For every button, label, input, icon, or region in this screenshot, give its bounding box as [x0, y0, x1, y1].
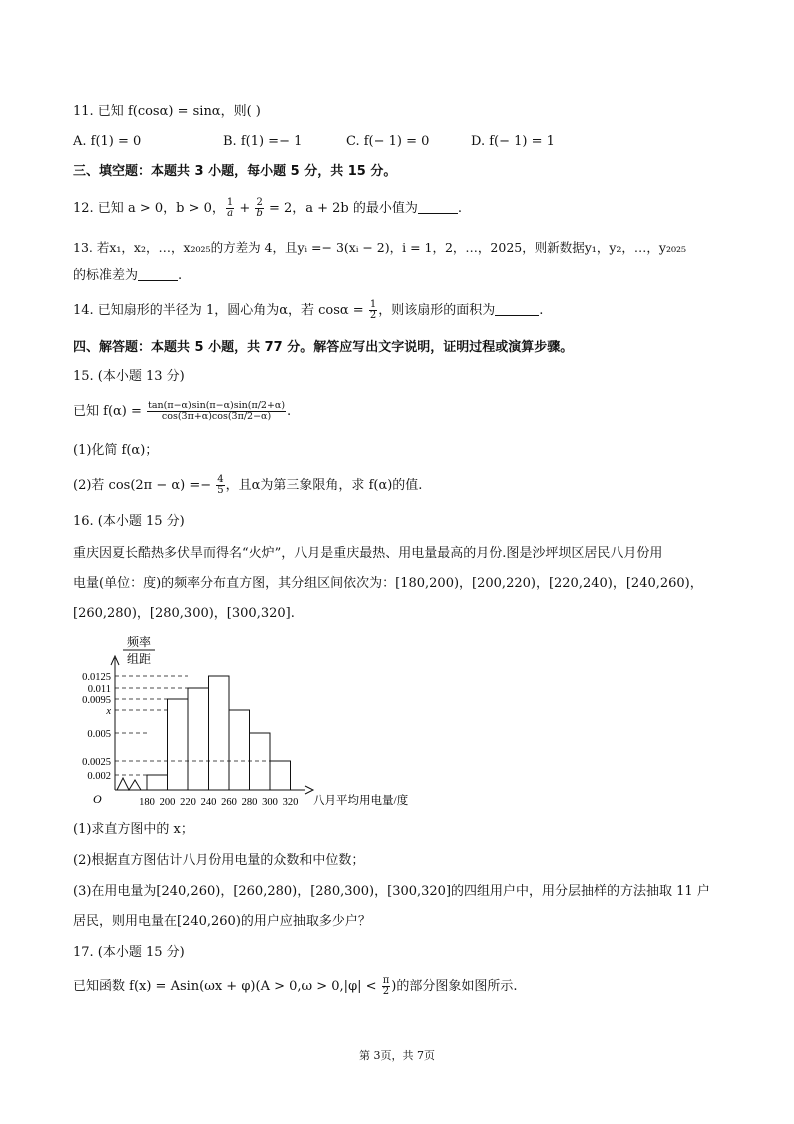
q16-part-1: (1)求直方图中的 x； [73, 822, 194, 837]
q12-end: . [457, 201, 463, 216]
x-tick-label: 200 [159, 797, 176, 808]
histogram-x-ticks [139, 797, 298, 808]
q15-part-1: (1)化简 f(α)； [73, 443, 159, 458]
q14-end: . [539, 303, 544, 318]
q17-text [73, 974, 518, 1000]
q12-suffix: = 2，a + 2b 的最小值为 [264, 201, 418, 216]
x-tick-label: 300 [262, 797, 278, 808]
section-4-heading: 四、解答题：本题共 5 小题，共 77 分。解答应写出文字说明，证明过程或演算步骤。 [73, 340, 574, 355]
q12-plus: + [235, 201, 255, 216]
q16-part-2: (2)根据直方图估计八月份用电量的众数和中位数； [73, 853, 365, 868]
q13-line-2 [73, 268, 182, 284]
q14-answer-blank[interactable] [495, 303, 539, 316]
q15-definition [73, 394, 291, 430]
q15-part-2-prefix: (2)若 cos(2π − α) =− [73, 478, 216, 493]
q15-def-prefix: 已知 f(α) = [73, 404, 147, 419]
q12-prefix: 12. 已知 a > 0，b > 0， [73, 201, 225, 216]
y-tick-label: 0.005 [87, 729, 111, 740]
q15-def-fraction: $\frac{\tan(\pi-\alpha)\sin(\pi-\alpha)\sin(\pi/2+\alpha)}{\cos(3\pi+\alpha)\cos(3\pi/2-\alpha)}$ [148, 400, 286, 422]
x-tick-label: 240 [200, 797, 217, 808]
y-tick-label: x [106, 706, 111, 717]
q13-text: 的标准差为 [73, 268, 139, 283]
histogram-bar [188, 688, 209, 790]
q12-fraction-2: $\frac{2}{b}$ [256, 197, 263, 219]
x-tick-label: 260 [221, 797, 237, 808]
x-tick-label: 320 [282, 797, 299, 808]
histogram-y-ticks [82, 672, 111, 782]
q16-header: 16. (本小题 15 分) [73, 514, 185, 529]
q17-text-prefix: 已知函数 f(x) = Asin(ωx + φ)(A > 0,ω > 0,|φ| < [73, 979, 381, 994]
y-tick-label: 0.002 [87, 771, 111, 782]
section-3-heading: 三、填空题：本题共 3 小题，每小题 5 分，共 15 分。 [73, 164, 397, 179]
q16-text-2: 电量(单位：度)的频率分布直方图，其分组区间依次为：[180,200)，[200,220)，[220,240)，[240,260)， [73, 576, 703, 591]
q15-part-2 [73, 474, 422, 498]
histogram-xlabel: 八月平均用电量/度 [313, 795, 409, 807]
q11-option-a: A. f(1) = 0 [73, 134, 142, 149]
histogram-bar [250, 733, 271, 790]
q11-option-c: C. f(− 1) = 0 [346, 134, 430, 149]
q17-text-suffix: )的部分图象如图所示. [391, 979, 518, 994]
y-tick-label: 0.0095 [82, 695, 111, 706]
histogram-origin-label: O [93, 792, 102, 806]
histogram-bar [229, 710, 250, 790]
y-tick-label: 0.0125 [82, 672, 111, 683]
q16-part-3-line-2: 居民，则用电量在[240,260)的用户应抽取多少户？ [73, 914, 371, 929]
axis-break-mark [117, 778, 141, 790]
q15-part-2-suffix: ，且α为第三象限角，求 f(α)的值. [225, 478, 423, 493]
q15-part-2-fraction: $\frac{4}{5}$ [217, 474, 224, 496]
q13-line-1: 13. 若x₁，x₂，…，x₂₀₂₅的方差为 4，且yᵢ =− 3(xᵢ − 2)，i = 1，2，…，2025，则新数据y₁，y₂，…，y₂₀₂₅ [73, 240, 686, 255]
histogram-bars [147, 676, 291, 790]
q12-answer-blank[interactable] [418, 201, 458, 214]
q11-stem: 11. 已知 f(cosα) = sinα，则( ) [73, 104, 261, 119]
q17-fraction: $\frac{\pi}{2}$ [382, 975, 390, 997]
q13-end: . [178, 268, 183, 283]
y-tick-label: 0.0025 [82, 757, 111, 768]
q14-prefix: 14. 已知扇形的半径为 1，圆心角为α，若 cosα = [73, 303, 368, 318]
histogram-guide-lines [115, 676, 291, 775]
histogram-bar [270, 761, 291, 790]
x-tick-label: 280 [241, 797, 258, 808]
q15-header: 15. (本小题 13 分) [73, 369, 185, 384]
q11-option-b: B. f(1) =− 1 [223, 134, 303, 149]
page-footer: 第 3页，共 7页 [359, 1049, 435, 1062]
histogram-bar [209, 676, 230, 790]
q11-options [73, 134, 723, 150]
q15-def-end: . [287, 404, 292, 419]
q14-suffix: ，则该扇形的面积为 [378, 303, 496, 318]
q14-fraction: $\frac{1}{2}$ [369, 299, 377, 321]
q13-answer-blank[interactable] [138, 268, 178, 281]
histogram-bar [168, 699, 189, 790]
histogram-ylabel-numerator: 频率 [126, 635, 152, 649]
q16-part-3-line-1: (3)在用电量为[240,260)，[260,280)，[280,300)，[300,320]的四组用户中，用分层抽样的方法抽取 11 户 [73, 884, 710, 899]
histogram-axes [111, 656, 313, 794]
histogram-ylabel-denominator: 组距 [126, 652, 152, 666]
q16-text-3: [260,280)，[280,300)，[300,320]. [73, 606, 295, 621]
y-tick-label: 0.011 [87, 684, 111, 695]
x-axis-arrow [305, 786, 313, 794]
x-tick-label: 180 [139, 797, 155, 808]
q17-header: 17. (本小题 15 分) [73, 945, 185, 960]
x-tick-label: 220 [180, 797, 196, 808]
q14 [73, 299, 543, 323]
q11-option-d: D. f(− 1) = 1 [471, 134, 555, 149]
q16-text-1: 重庆因夏长酷热多伏旱而得名“火炉”，八月是重庆最热、用电量最高的月份.图是沙坪坝区居民八月份用 [73, 546, 663, 561]
q12 [73, 198, 462, 220]
q12-fraction-1: $\frac{1}{a}$ [226, 197, 234, 219]
histogram-bar [147, 775, 168, 790]
frequency-histogram [73, 632, 453, 812]
